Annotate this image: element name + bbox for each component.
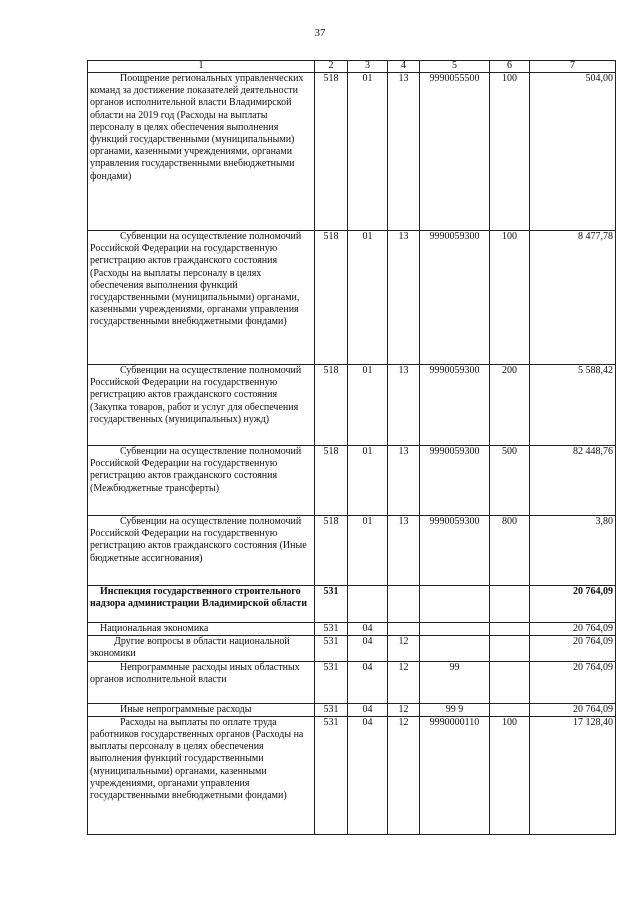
row-name-cell <box>88 703 315 716</box>
table-row <box>88 365 616 446</box>
header-cell: 5 <box>420 61 490 73</box>
vr-cell <box>490 661 530 703</box>
sum-cell: 20 764,09 <box>530 636 616 661</box>
row-name-cell <box>88 636 315 661</box>
vr-cell <box>490 586 530 623</box>
vr-cell: 100 <box>490 231 530 365</box>
ved-cell: 531 <box>315 703 348 716</box>
row-name: Субвенции на осуществление полномочий Российской Федерации на государственную регистрацию актов гражданского состояния (Расходы на выплаты персоналу в целях обеспечения выполнения функций государственными (муниципальными) органами, казенными учреждениями, органами управления государственными внебюджетными фондами) <box>90 231 302 328</box>
sum-cell: 20 764,09 <box>530 661 616 703</box>
header-row <box>88 61 616 73</box>
row-name: Другие вопросы в области национальной экономики <box>90 636 290 660</box>
row-name: Субвенции на осуществление полномочий Российской Федерации на государственную регистрацию актов гражданского состояния (Межбюджетные трансферты) <box>90 446 302 494</box>
csr-cell: 9990055500 <box>420 73 490 231</box>
rz-cell: 04 <box>348 703 388 716</box>
header-cell: 3 <box>348 61 388 73</box>
row-name-cell <box>88 231 315 365</box>
row-name: Субвенции на осуществление полномочий Российской Федерации на государственную регистрацию актов гражданского состояния (Закупка товаров, работ и услуг для обеспечения государственных (муниципальных) нужд) <box>90 365 302 425</box>
pr-cell: 13 <box>388 231 420 365</box>
row-name-cell <box>88 623 315 636</box>
sum-cell: 20 764,09 <box>530 623 616 636</box>
header-cell: 7 <box>530 61 616 73</box>
row-name: Иные непрограммные расходы <box>120 703 252 715</box>
table-row <box>88 231 616 365</box>
table-row <box>88 73 616 231</box>
csr-cell <box>420 623 490 636</box>
vr-cell <box>490 703 530 716</box>
row-name: Национальная экономика <box>100 623 209 634</box>
vr-cell: 500 <box>490 446 530 516</box>
row-name: Субвенции на осуществление полномочий Российской Федерации на государственную регистрацию актов гражданского состояния (Иные бюджетные ассигнования) <box>90 516 307 564</box>
csr-cell: 9990059300 <box>420 446 490 516</box>
pr-cell <box>388 586 420 623</box>
pr-cell: 12 <box>388 636 420 661</box>
pr-cell: 12 <box>388 661 420 703</box>
pr-cell: 13 <box>388 365 420 446</box>
csr-cell <box>420 586 490 623</box>
table-row <box>88 586 616 623</box>
page-number: 37 <box>314 27 326 39</box>
vr-cell: 100 <box>490 73 530 231</box>
row-name: Поощрение региональных управленческих команд за достижение показателей деятельности органов исполнительной власти Владимирской области на 2019 год (Расходы на выплаты персоналу в целях обеспечения выполнения функций государственными (муниципальными) органами, казенными учреждениями, органами управления государственными внебюджетными фондами) <box>90 73 304 182</box>
csr-cell: 9990059300 <box>420 516 490 586</box>
ved-cell: 531 <box>315 716 348 834</box>
row-name-cell <box>88 661 315 703</box>
vr-cell: 200 <box>490 365 530 446</box>
rz-cell: 01 <box>348 365 388 446</box>
ved-cell: 531 <box>315 623 348 636</box>
pr-cell: 13 <box>388 73 420 231</box>
header-cell: 6 <box>490 61 530 73</box>
table-row <box>88 716 616 834</box>
sum-cell: 504,00 <box>530 73 616 231</box>
sum-cell: 17 128,40 <box>530 716 616 834</box>
table-row <box>88 703 616 716</box>
row-name-cell <box>88 73 315 231</box>
ved-cell: 518 <box>315 231 348 365</box>
csr-cell: 9990059300 <box>420 231 490 365</box>
rz-cell: 04 <box>348 716 388 834</box>
budget-table <box>87 60 616 835</box>
sum-cell: 5 588,42 <box>530 365 616 446</box>
csr-cell: 99 9 <box>420 703 490 716</box>
ved-cell: 518 <box>315 446 348 516</box>
row-name-cell <box>88 516 315 586</box>
csr-cell: 9990059300 <box>420 365 490 446</box>
rz-cell <box>348 586 388 623</box>
rz-cell: 04 <box>348 623 388 636</box>
row-name-cell <box>88 716 315 834</box>
row-name: Расходы на выплаты по оплате труда работников государственных органов (Расходы на выплаты персоналу в целях обеспечения выполнения функций государственными (муниципальными) органами, казенными учреждениями, органами управления государственными внебюджетными фондами) <box>90 716 304 802</box>
sum-cell: 82 448,76 <box>530 446 616 516</box>
pr-cell: 12 <box>388 703 420 716</box>
row-name: Непрограммные расходы иных областных органов исполнительной власти <box>90 661 300 685</box>
row-name-cell <box>88 365 315 446</box>
table-row <box>88 661 616 703</box>
vr-cell: 800 <box>490 516 530 586</box>
sum-cell: 3,80 <box>530 516 616 586</box>
table-row <box>88 636 616 661</box>
rz-cell: 01 <box>348 73 388 231</box>
ved-cell: 518 <box>315 516 348 586</box>
table-row <box>88 516 616 586</box>
vr-cell <box>490 636 530 661</box>
rz-cell: 04 <box>348 661 388 703</box>
pr-cell: 12 <box>388 716 420 834</box>
csr-cell: 9990000110 <box>420 716 490 834</box>
header-cell: 4 <box>388 61 420 73</box>
rz-cell: 01 <box>348 516 388 586</box>
ved-cell: 531 <box>315 661 348 703</box>
ved-cell: 518 <box>315 73 348 231</box>
sum-cell: 20 764,09 <box>530 586 616 623</box>
pr-cell <box>388 623 420 636</box>
vr-cell <box>490 623 530 636</box>
csr-cell <box>420 636 490 661</box>
ved-cell: 531 <box>315 586 348 623</box>
sum-cell: 20 764,09 <box>530 703 616 716</box>
row-name-cell <box>88 446 315 516</box>
pr-cell: 13 <box>388 516 420 586</box>
row-name-cell <box>88 586 315 623</box>
row-name: Инспекция государственного строительного надзора администрации Владимирской области <box>90 586 307 610</box>
sum-cell: 8 477,78 <box>530 231 616 365</box>
rz-cell: 04 <box>348 636 388 661</box>
table-row <box>88 623 616 636</box>
table-row <box>88 446 616 516</box>
header-cell: 1 <box>88 61 315 73</box>
pr-cell: 13 <box>388 446 420 516</box>
rz-cell: 01 <box>348 231 388 365</box>
rz-cell: 01 <box>348 446 388 516</box>
ved-cell: 518 <box>315 365 348 446</box>
header-cell: 2 <box>315 61 348 73</box>
ved-cell: 531 <box>315 636 348 661</box>
vr-cell: 100 <box>490 716 530 834</box>
csr-cell: 99 <box>420 661 490 703</box>
